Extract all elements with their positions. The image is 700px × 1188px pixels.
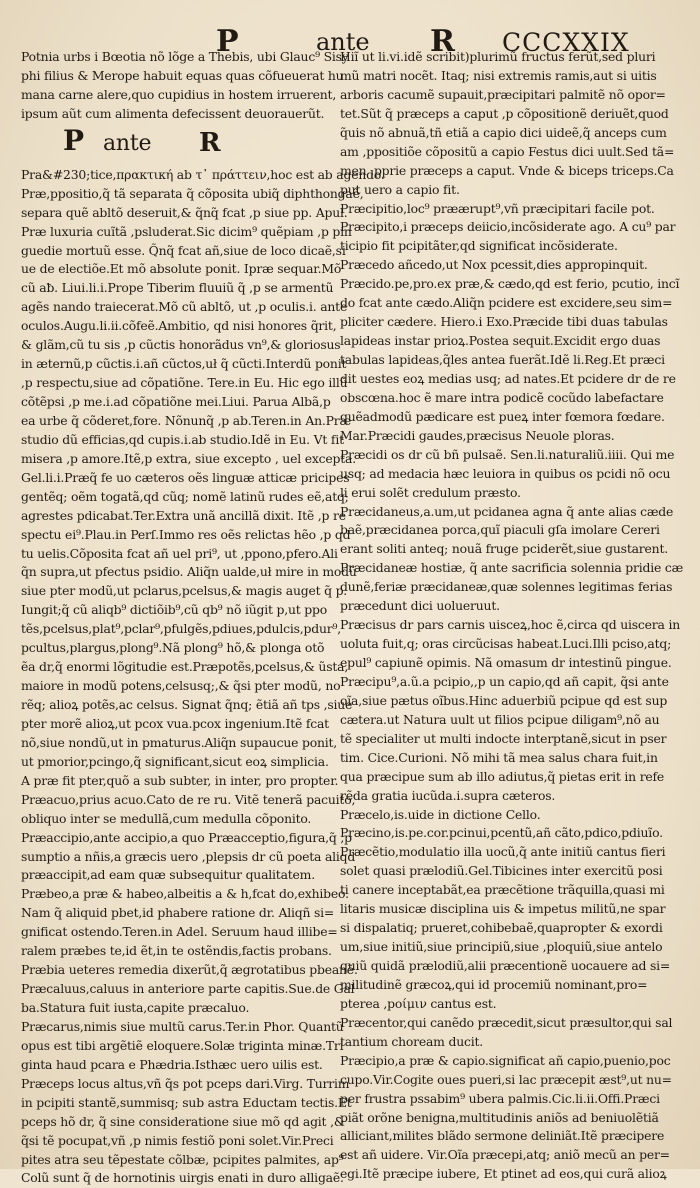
header-word: ante [316, 28, 370, 56]
text-line: Iungit;q̃ cũ aliqb⁹ dictiõib⁹,cũ qb⁹ nõ iũgit p,ut ppo [21, 602, 328, 618]
text-line: oculos.Augu.li.ii.cõfeẽ.Ambitio, qd nisi honores q̃rit, [21, 318, 337, 334]
text-line: rẽq; alioꝝ potẽs,ac celsus. Signat q̃nq; ẽtiã añ tps ,siue [21, 697, 353, 712]
subheading-mark: R [199, 127, 221, 158]
text-line: ti canere inceptabãt,ea præcẽtione trãquilla,quasi mi [340, 882, 665, 898]
text-line: agẽs nando traiecerat.Mõ cũ abltõ, ut ,p oculis.i. ante [21, 299, 348, 315]
text-line: Pra&#230;tice,πρακτική ab τ᾽ πράττειν,hoc est ab agendo. [21, 166, 385, 182]
text-line: opus est tibi argẽtiẽ eloquere.Solæ triginta minæ.Tri [21, 1037, 344, 1053]
text-line: A præ fit pter,quõ a sub subter, in inter, pro propter. [21, 772, 339, 788]
text-line: litaris musicæ disciplina uis & impetus militũ,ne spar [340, 901, 666, 917]
text-line: ẽa dr,q̃ enormi lõgitudie est.Præpotẽs,pcelsus,& ũsta, [21, 659, 349, 675]
text-line: maiore in modũ potens,celsusq;,& q̃si pter modũ, no [21, 678, 341, 694]
text-line: gentẽq; oẽm togatã,qd cũq; nomẽ latinũ rudes eẽ,atq; [21, 488, 349, 504]
text-line: & glãm,cũ tu sis ,p cũctis honorãdus vn⁹,& gloriosus [21, 337, 341, 353]
text-line: baẽ,præcidanea porca,quĩ piaculi gſa imolare Cereri [340, 522, 660, 538]
text-line: guedie mortuũ esse. Q̃nq̃ fcat añ,siue de loco dicaẽ,si [21, 242, 346, 258]
text-line: per frustra pssabim⁹ ubera palmis.Cic.li.ii.Offi.Præci [340, 1090, 660, 1106]
text-line: tantium choream ducit. [340, 1033, 483, 1049]
text-line: q̃uis nõ abnuã,tñ etiã a capio dici uideẽ,q̃ anceps cum [340, 124, 667, 140]
subheading-word: ante [103, 130, 152, 156]
text-line: mana carne alere,quo cupidius in hostem irruerent, [21, 86, 337, 102]
right-column [340, 48, 684, 1184]
text-line: Præcisus dr pars carnis uisceꝝ,hoc ẽ,circa qd uiscera in [340, 617, 680, 633]
text-line: ea urbe q̃ cõderet,fore. Nõnunq̃ ,p ab.Teren.in An.Præ [21, 412, 351, 428]
text-line: tẽ specialiter ut multi indocte interptanẽ,sicut in pser [340, 730, 667, 746]
text-line: siue pter modũ,ut pclarus,pcelsus,& magis auget q̃ p. [21, 583, 348, 599]
text-line: cupo.Vir.Cogite oues pueri,si lac præcepit æst⁹,ut nu= [340, 1071, 672, 1087]
text-line: Præcipu⁹,a.ũ.a pcipio,,p un capio,qd añ capit, q̃si ante [340, 673, 669, 689]
text-line: qua præcipue sum ab illo adiutus,q̃ pietas erit in refe [340, 768, 665, 784]
text-line: obliquo inter se medullã,cum medulla cõponito. [21, 810, 312, 826]
text-line: Nam q̃ aliquid pbet,id phabere ratione dr. Aliqñ si= [21, 905, 335, 921]
text-line: agrestes pdicabat.Ter.Extra unã ancillã dixit. Itẽ ,p re [21, 507, 346, 523]
text-line: ginta haud pcara e Phædria.Isthæc uero uilis est. [21, 1056, 323, 1072]
text-line: li erui solẽt credulum præsto. [340, 484, 521, 500]
left-column-intro [21, 48, 349, 124]
text-line: dunẽ,feriæ præcidaneæ,quæ solennes legitimas ferias [340, 579, 673, 595]
text-line: cætera.ut Natura uult ut filios pcipue diligam⁹,nõ au [340, 711, 660, 727]
text-line: cũ aƀ. Liui.li.i.Prope Tiberim fluuiũ q̃ ,p se armentũ [21, 280, 334, 296]
text-line: Præaccipio,ante accipio,a quo Præacceptio,figura,q̃ ,p [21, 829, 352, 845]
text-line: spectu ei⁹.Plau.in Perſ.Immo res oẽs relictas hẽo ,p qd [21, 526, 351, 542]
text-line: Hiĩ ut li.vi.idẽ scribit)plurimũ fructus ferũt,sed pluri [340, 49, 656, 64]
text-line: Præcaluus,caluus in anteriore parte capitis.Sue.de Gal [21, 981, 355, 997]
text-line: ipsum aũt cum alimenta defecissent deuorauerũt. [21, 105, 325, 121]
text-line: epul⁹ capiunẽ opimis. Nã omasum dr intestinũ pingue. [340, 655, 672, 670]
text-line: Gel.li.i.Præq̃ fe uo cæteros oẽs linguæ atticæ pricipes [21, 469, 350, 485]
header-letter-left: P [216, 24, 239, 59]
text-line: pites atra seu tẽpestate cõlbæ, pcipites palmites, ap⁹ [21, 1151, 344, 1167]
text-line: gnificat ostendo.Teren.in Adel. Seruum haud illibe= [21, 924, 338, 940]
text-line: pter morẽ alioꝝ,ut pcox vua.pcox ingenium.Itẽ fcat [21, 715, 329, 731]
text-line: quiũ quidã prælodiũ,alii præcentionẽ uocauere ad si= [340, 958, 671, 973]
text-line: ticipio fit pcipitãter,qd significat incõsiderate. [340, 238, 618, 254]
text-line: est añ uidere. Vir.Oĩa præcepi,atq; aniõ mecũ an per= [340, 1147, 670, 1163]
text-line: studio dũ efficias,qd cupis.i.ab studio.Idẽ in Eu. Vt fit [21, 431, 344, 447]
text-line: Præcentor,qui canẽdo præcedit,sicut præsultor,qui sal [340, 1014, 673, 1030]
right-column-entries [340, 48, 684, 1184]
text-line: Præ,ppositio,q̃ tã separata q̃ cõposita ubiq̃ diphthongaẽ, [21, 185, 364, 201]
text-line: Præcarus,nimis siue multũ carus.Ter.in Phor. Quantũ [21, 1018, 344, 1034]
text-line: in æternũ,p cũctis.i.añ cũctos,uł q̃ cũcti.Interdũ ponit [21, 356, 347, 372]
text-line: Præbia ueteres remedia dixerũt,q̃ ægrotatibus pbeanẽ. [21, 962, 358, 978]
text-line: Præcidaneæ hostiæ, q̃ ante sacrificia solennia pridie cæ [340, 560, 684, 576]
folio-number: CCCXXIX [502, 28, 630, 57]
text-line: q̃n supra,ut pfectus psidio. Aliq̃n ualde,uł mire in modũ [21, 564, 357, 580]
text-line: Præcido.pe,pro.ex præ,& cædo,qd est ferio, pcutio, incĩ [340, 276, 680, 292]
text-line: pceps hõ dr, q̃ sine consideratione siue mõ qd agit ,& [21, 1113, 345, 1129]
text-line: ue de electiõe.Et mõ absolute ponit. Ipræ sequar.Mõ [21, 261, 342, 277]
text-line: pcultus,plargus,plong⁹.Nã plong⁹ hõ,& plonga otõ [21, 640, 325, 656]
text-line: præaccipit,ad eam quæ subsequitur qualitatem. [21, 867, 315, 883]
text-line: oĩa,siue pætus oĩbus.Hinc aduerbiũ pcipue qd est sup [340, 692, 668, 708]
left-column [21, 48, 385, 1188]
text-line: lapideas instar prioꝝ.Postea sequit.Excidit ergo duas [340, 333, 661, 349]
text-line: rẽda gratia iucũda.i.supra cæteros. [340, 787, 556, 803]
text-line: Præ luxuria cuĩtã ,psluderat.Sic dicim⁹ quẽpiam ,p pin [21, 223, 352, 239]
text-line: ,p respectu,siue ad cõpatiõne. Tere.in Eu. Hic ego illũ [21, 375, 348, 391]
text-line: ralem præbes te,id ẽt,in te ostẽndis,factis probans. [21, 943, 332, 959]
text-line: Præcidi os dr cũ bñ pulsaẽ. Sen.li.naturaliũ.iiii. Qui me [340, 446, 675, 462]
text-line: Præcino,is.pe.cor.pcinui,pcentũ,añ cãto,pdico,pdiuĩo. [340, 825, 663, 841]
text-line: in pcipiti stantẽ,summisq; sub astra Eductam tectis.Et [21, 1094, 352, 1110]
text-line: separa quẽ abltõ deseruit,& q̃nq̃ fcat ,p siue pp. Apul. [21, 204, 348, 220]
text-line: do fcat ante cædo.Aliq̃n pcidere est excidere,seu sim= [340, 295, 673, 311]
text-line: arboris cacumẽ supauit,præcipitari palmitẽ nõ opor= [340, 86, 666, 102]
text-line: præcedunt dici uolueruut. [340, 598, 500, 614]
text-line: erant soliti anteq; nouã fruge pciderẽt,siue gustarent. [340, 541, 668, 557]
text-line: usq; ad medacia hæc leuiora in quibus os pcidi nõ ocu [340, 465, 671, 481]
text-line: ut pmorior,pcingo,q̃ significant,sicut eoꝝ simplicia. [21, 753, 329, 769]
text-line: dit uestes eoꝝ medias usq; ad nates.Et pcidere dr de re [340, 370, 676, 386]
text-line: misera ,p amore.Itẽ,p extra, siue excepto , uel excepta. [21, 450, 356, 466]
subheading-letter: P [63, 123, 84, 157]
text-line: obscœna.hoc ẽ mare intra podicẽ cocũdo labefactare [340, 389, 664, 405]
text-line: ba.Statura fuit iusta,capite præcaluo. [21, 1000, 250, 1015]
text-line: quẽadmodũ pædicare est pueꝝ inter fœmora fœdare. [340, 408, 665, 424]
text-line: Præcipito,i præceps deiicio,incõsiderate ago. A cu⁹ par [340, 219, 676, 235]
text-line: sumptio a nñis,a græcis uero ,plepsis dr cũ poeta aliqd [21, 848, 356, 864]
text-line: tet.Sũt q̃ præceps a caput ,p cõpositionẽ deriuẽt,quod [340, 105, 669, 121]
text-line: Mar.Præcidi gaudes,præcisus Neuole ploras. [340, 427, 615, 443]
text-line: Præcidaneus,a.um,ut pcidanea agna q̃ ante alias cæde [340, 503, 674, 519]
text-line: Colũ sunt q̃ de hornotinis uirgis enati in duro alligaẽ. [21, 1170, 344, 1186]
text-line: egi.Itẽ præcipe iubere, Et ptinet ad eos,qui curã alioꝝ [340, 1166, 667, 1182]
text-line: mũ matri nocẽt. Itaq; nisi extremis ramis,aut si uitis [340, 67, 657, 83]
text-line: tabulas lapideas,q̃les antea fuerãt.Idẽ li.Reg.Et præci [340, 352, 665, 367]
text-line: Præcẽtio,modulatio illa uocũ,q̃ ante initiũ cantus fieri [340, 844, 666, 860]
text-line: Præcedo añcedo,ut Nox pcessit,dies appropinquit. [340, 257, 648, 273]
text-line: Præcelo,is.uide in dictione Cello. [340, 806, 541, 822]
text-line: pterea ,pοίμιν cantus est. [340, 995, 497, 1011]
text-line: alliciant,milites blãdo sermone deliniãt.Itẽ præcipere [340, 1128, 665, 1144]
text-line: militudinẽ græcoꝝ,qui id procemiũ nominant,pro= [340, 976, 648, 992]
text-line: Potnia urbs i Bœotia nõ lõge a Thebis, ubi Glauc⁹ Sisy [21, 49, 349, 64]
left-column-entries [21, 166, 385, 1188]
text-line: um,siue initiũ,siue principiũ,siue ,ploquiũ,siue antelo [340, 939, 663, 955]
text-line: Præacuo,prius acuo.Cato de re ru. Vitẽ tenerã pacuito, [21, 791, 356, 807]
text-line: Præceps locus altus,vñ q̃s pot pceps dari.Virg. Turrim [21, 1075, 350, 1091]
text-line: put uero a capio fit. [340, 181, 460, 197]
section-subheading [21, 123, 335, 166]
text-line: Præcipitio,loc⁹ præærupt⁹,vñ præcipitari facile pot. [340, 200, 655, 216]
text-line: phi filius & Merope habuit equas quas cõfueuerat hu [21, 67, 344, 83]
text-line: tẽs,pcelsus,plat⁹,pclar⁹,pfulgẽs,pdiues,pdulcis,pdur⁹, [21, 621, 341, 637]
text-line: q̃si tẽ pocupat,vñ ,p nimis festiõ poni solet.Vir.Preci [21, 1132, 334, 1148]
text-line: nõ,siue nondũ,ut in pmaturus.Aliq̃n supaucue ponit, [21, 734, 338, 750]
text-line: tu uelis.Cõposita fcat añ uel pri⁹, ut ,ppono,pfero.Ali [21, 545, 338, 561]
text-line: pliciter cædere. Hiero.i Exo.Præcide tibi duas tabulas [340, 314, 668, 330]
text-line: piãt orõne benigna,multitudinis aniõs ad beniuolẽtiã [340, 1109, 659, 1125]
text-line: si dispalatiq; prueret,cohibebaẽ,quapropter & exordi [340, 920, 663, 936]
text-line: am ,ppositiõe cõpositũ a capio Festus dici uult.Sed tã= [340, 143, 675, 159]
text-line: tim. Cice.Curioni. Nõ mihi tã mea salus chara fuit,in [340, 749, 658, 765]
header-letter-right: R [430, 24, 455, 59]
text-line: cõtẽpsi ,p me.i.ad cõpatiõne mei.Liui. Parua Albã,p [21, 394, 331, 409]
text-line: uoluta fuit,q; oras circũcisas habeat.Luci.Illi pciso,atq; [340, 636, 672, 652]
text-line: men ,pprie præceps a caput. Vnde & biceps triceps.Ca [340, 162, 674, 178]
text-line: Præbeo,a præ & habeo,albeitis a & h,fcat do,exhibeo. [21, 886, 349, 902]
text-line: solet quasi prælodiũ.Gel.Tibicines inter exercitũ posi [340, 863, 663, 879]
text-line: Præcipio,a præ & capio.significat añ capio,puenio,poc [340, 1052, 671, 1068]
